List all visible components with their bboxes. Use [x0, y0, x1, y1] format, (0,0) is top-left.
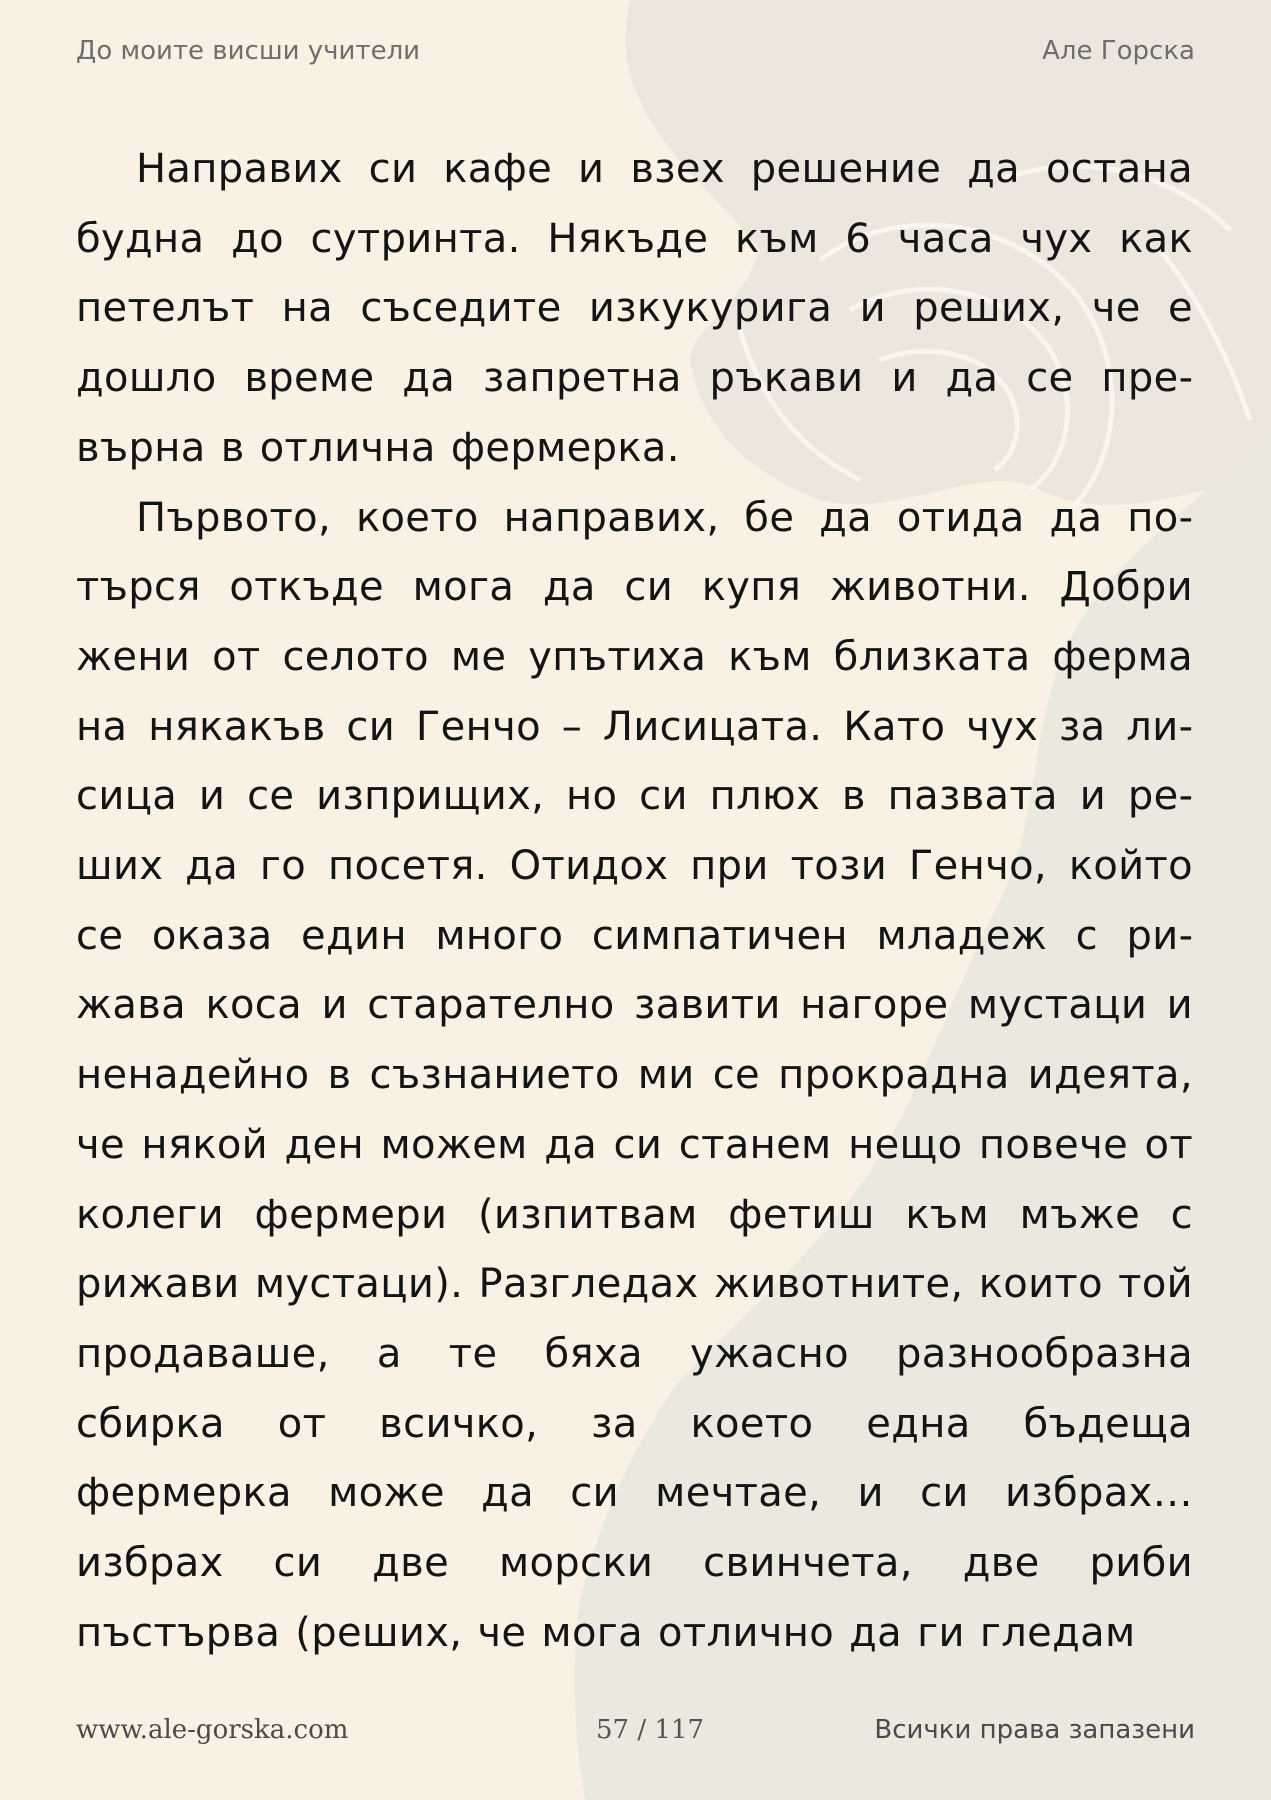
author-name: Але Горска [1042, 36, 1195, 66]
website-link[interactable]: www.ale-gorska.com [76, 1715, 349, 1745]
page-number: 57 / 117 [596, 1715, 704, 1745]
paragraph: Първото, което направих, бе да отида да потърся откъде мога да си купя животни. Добри жени от селото ме упътиха към близката ферма на някакъв си Генчо – Лисицата. Като чух за лисица и се изприщих, но си плюх в пазвата и реших да го посетя. Отидох при този Генчо, който се оказа един много симпатичен младеж с рижава коса и старателно завити нагоре мустаци и ненадейно в съзнанието ми се прокрадна идеята, че някой ден можем да си станем нещо повече от колеги фермери (изпитвам фетиш към мъже с рижави мустаци). Разгледах животните, които той продаваше, а те бяха ужасно разнообразна сбирка от всичко, за което една бъдеща фермерка може да си мечтае, и си избрах… избрах си две морски свинчета, две риби пъстърва (реших, че мога отлично да ги гледам [76, 494, 1193, 1656]
running-footer [76, 1715, 1195, 1749]
running-header [76, 36, 1195, 66]
paragraph: Направих си кафе и взех решение да остана будна до сутринта. Някъде към 6 часа чух как петелът на съседите изкукурига и реших, че е дошло време да запретна ръкави и да се превърна в отлична фермерка. [76, 146, 1193, 471]
copyright-notice: Всички права запазени [874, 1715, 1195, 1745]
page-body-text [76, 135, 1193, 1668]
book-title: До моите висши учители [76, 36, 421, 66]
